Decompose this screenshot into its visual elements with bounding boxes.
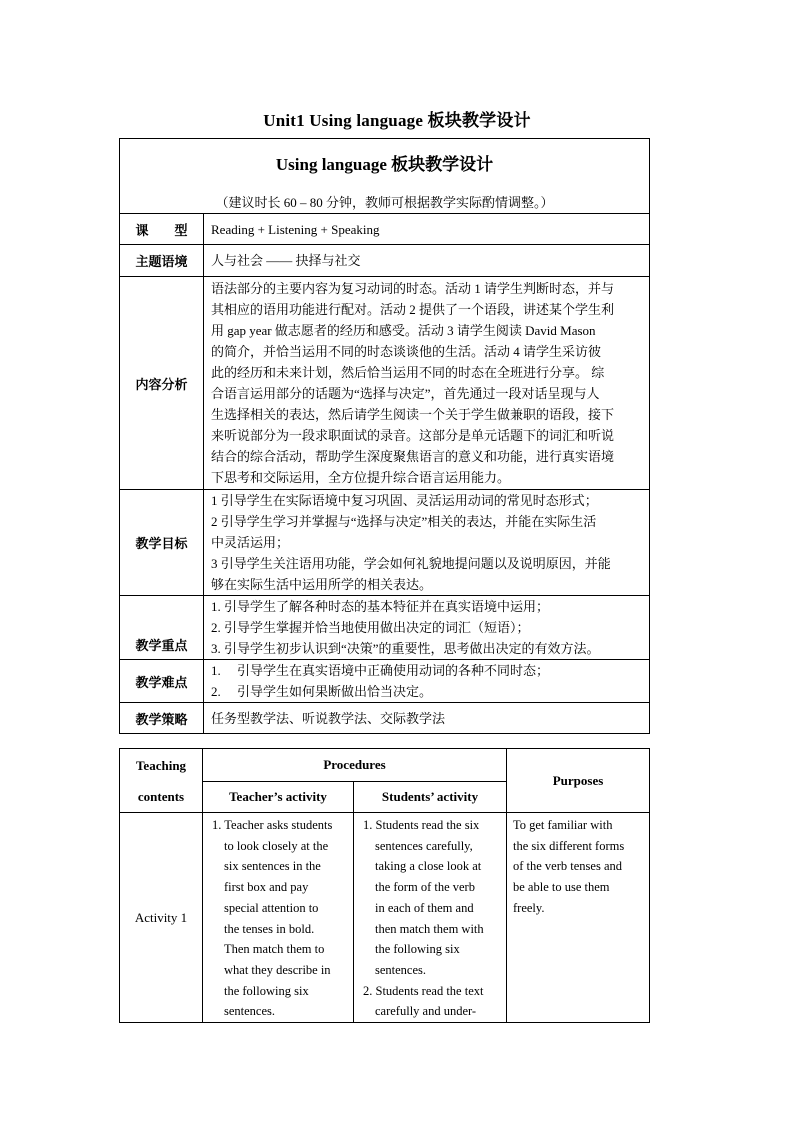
overview-title: Using language 板块教学设计 [275,155,494,174]
student-line: the form of the verb [375,880,475,895]
teacher-line: 1. Teacher asks students [212,818,333,832]
teacher-line: the tenses in bold. [224,921,315,936]
teacher-line: the following six [224,983,309,998]
analysis-line: 生选择相关的表达，然后请学生阅读一个关于学生做兼职的语段，接下 [211,407,615,422]
difficulty-line: 1. 引导学生在真实语境中正确使用动词的各种不同时态； [211,663,550,678]
analysis-line: 来听说部分为一段求职面试的录音。这部分是单元话题下的词汇和听说 [211,428,615,443]
key-points-content [204,596,650,660]
lesson-overview-table [119,138,650,734]
type-label: 课 型 [120,214,204,245]
students-activity-cell [354,813,507,1023]
purpose-line: To get familiar with [513,818,613,832]
document-title: Unit1 Using language 板块教学设计 [263,111,531,130]
analysis-label: 内容分析 [120,277,204,490]
objective-line: 够在实际生活中运用所学的相关表达。 [211,577,433,592]
students-activity-header: Students’ activity [354,782,507,813]
difficulties-content [204,660,650,703]
objective-line: 3 引导学生关注语用功能，学会如何礼貌地提问题以及说明原因，并能 [211,556,611,571]
student-line: sentences carefully, [375,838,473,853]
difficulty-line: 2. 引导学生如何果断做出恰当决定。 [211,684,433,699]
teacher-line: sentences. [224,1004,276,1019]
teaching-contents-header [120,749,203,813]
activity-name: Activity 1 [120,813,203,1023]
analysis-line: 的简介，并恰当运用不同的时态谈谈他的生活。活动 4 请学生采访彼 [211,344,602,359]
procedures-table [119,748,650,1023]
purposes-header: Purposes [507,749,650,813]
objectives-label: 教学目标 [120,490,204,596]
key-point-line: 2. 引导学生掌握并恰当地使用做出决定的词汇（短语）； [211,620,530,635]
teaching-contents-header-line2: contents [137,788,185,804]
purpose-line: be able to use them [513,880,610,895]
teacher-activity-cell [203,813,354,1023]
student-line: 1. Students read the six [363,818,480,832]
overview-header [120,139,650,214]
student-line: the following six [375,942,460,957]
theme-label: 主题语境 [120,245,204,277]
analysis-line: 结合的综合活动，帮助学生深度聚焦语言的意义和功能，进行真实语境 [211,449,615,464]
teacher-line: six sentences in the [224,859,321,874]
objectives-content [204,490,650,596]
teaching-contents-header-line1: Teaching [135,757,187,773]
teacher-line: Then match them to [224,942,325,957]
strategy-label: 教学策略 [120,703,204,734]
analysis-line: 用 gap year 做志愿者的经历和感受。活动 3 请学生阅读 David Mason [211,323,596,338]
student-line: taking a close look at [375,859,482,874]
analysis-line: 其相应的语用功能进行配对。活动 2 提供了一个语段，讲述某个学生利 [211,302,615,317]
analysis-line: 下思考和交际运用，全方位提升综合语言运用能力。 [211,470,511,485]
objective-line: 1 引导学生在实际语境中复习巩固、灵活运用动词的常见时态形式； [211,493,598,508]
key-point-line: 1. 引导学生了解各种时态的基本特征并在真实语境中运用； [211,599,550,614]
teacher-line: first box and pay [224,880,309,895]
analysis-line: 合语言运用部分的话题为“选择与决定”，首先通过一段对话呈现与人 [211,386,600,401]
teacher-line: special attention to [224,900,319,915]
overview-subtitle: （建议时长 60 – 80 分钟，教师可根据教学实际酌情调整。） [215,195,554,210]
purpose-line: the six different forms [513,838,625,853]
student-line: 2. Students read the text [363,983,484,998]
student-line: then match them with [375,921,484,936]
purposes-cell [507,813,650,1023]
key-point-line: 3. 引导学生初步认识到“决策”的重要性，思考做出决定的有效方法。 [211,641,600,656]
analysis-content [204,277,650,490]
purpose-line: of the verb tenses and [513,859,622,874]
analysis-line: 语法部分的主要内容为复习动词的时态。活动 1 请学生判断时态，并与 [211,281,615,296]
student-line: carefully and under- [375,1004,477,1019]
teacher-activity-header: Teacher’s activity [203,782,354,813]
analysis-line: 此的经历和未来计划，然后恰当运用不同的时态在全班进行分享。 综 [211,365,605,380]
objective-line: 2 引导学生学习并掌握与“选择与决定”相关的表达，并能在实际生活 [211,514,597,529]
purpose-line: freely. [513,900,545,915]
key-points-label: 教学重点 [120,596,204,660]
student-line: sentences. [375,962,427,977]
teacher-line: what they describe in [224,962,331,977]
procedures-header: Procedures [203,749,507,782]
difficulties-label: 教学难点 [120,660,204,703]
teacher-line: to look closely at the [224,838,329,853]
strategy-value: 任务型教学法、听说教学法、交际教学法 [204,703,650,734]
type-value: Reading + Listening + Speaking [204,214,650,245]
student-line: in each of them and [375,900,474,915]
objective-line: 中灵活运用； [211,535,290,550]
theme-value: 人与社会 —— 抉择与社交 [204,245,650,277]
